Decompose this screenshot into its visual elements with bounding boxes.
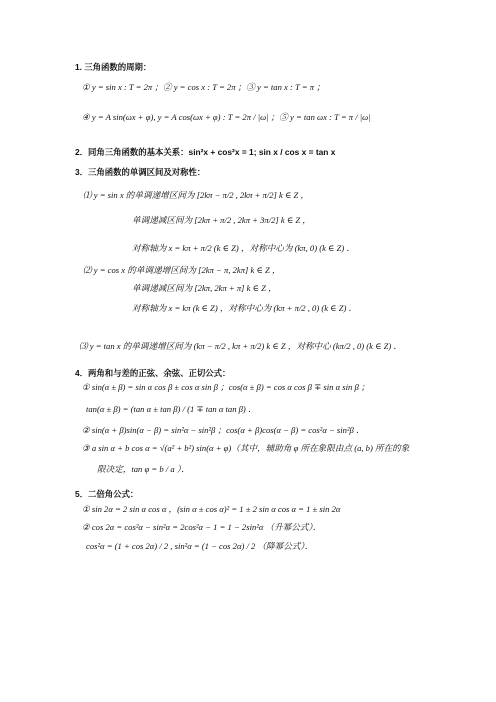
section-3-heading: 3．三角函数的单调区间及对称性： (75, 167, 206, 177)
section-2-heading: 2．同角三角函数的基本关系：sin²x + cos²x = 1; sin x / cos x = tan x (75, 147, 336, 157)
periods-row-1: ① y = sin x : T = 2π ；② y = cos x : T = 2π ；③ y = tan x : T = π ； (82, 82, 325, 92)
auxiliary-angle: ③ a sin α + b cos α = √(a² + b²) sin(α + φ)（其中，辅助角 φ 所在象限由点 (a, b) 所在的象 (82, 443, 410, 453)
product-identities: ② sin(α + β)sin(α − β) = sin²α − sin²β ；cos(α + β)cos(α − β) = cos²α − sin²β ． (82, 425, 365, 435)
auxiliary-angle-cont: 限决定，tan φ = b / a ）． (97, 464, 190, 474)
cos-decreasing: 单调递减区间为 [2kπ, 2kπ + π] k ∈ Z ， (132, 283, 277, 293)
double-angle-sin: ① sin 2α = 2 sin α cos α ，(sin α ± cos α)² = 1 ± 2 sin α cos α = 1 ± sin 2α (82, 504, 341, 514)
section-4-heading: 4．两角和与差的正弦、余弦、正切公式： (75, 368, 231, 378)
cos-increasing: ⑵ y = cos x 的单调递增区间为 [2kπ − π, 2kπ] k ∈ Z ， (83, 265, 281, 275)
sum-diff-tan: tan(α ± β) = (tan α ± tan β) / (1 ∓ tan α tan β) ． (86, 404, 257, 414)
sin-increasing: ⑴ y = sin x 的单调递增区间为 [2kπ − π/2 , 2kπ + π/2] k ∈ Z ， (83, 190, 309, 200)
section-1-heading: 1. 三角函数的周期： (75, 62, 152, 72)
sin-symmetry: 对称轴为 x = kπ + π/2 (k ∈ Z) ，对称中心为 (kπ, 0) (k ∈ Z) ． (132, 243, 355, 253)
sum-diff-sin-cos: ① sin(α ± β) = sin α cos β ± cos α sin β ；cos(α ± β) = cos α cos β ∓ sin α sin β ； (82, 382, 370, 392)
tan-increasing: ⑶ y = tan x 的单调递增区间为 (kπ − π/2 , kπ + π/2) k ∈ Z ，对称中心 (kπ/2 , 0) (k ∈ Z) ． (79, 341, 403, 351)
cos-symmetry: 对称轴为 x = kπ (k ∈ Z) ，对称中心为 (kπ + π/2 , 0) (k ∈ Z) ． (132, 303, 358, 313)
power-reduction: cos²α = (1 + cos 2α) / 2 , sin²α = (1 − cos 2α) / 2 （降幂公式）． (86, 541, 314, 551)
periods-row-2: ④ y = A sin(ωx + φ), y = A cos(ωx + φ) : T = 2π / |ω| ；⑤ y = tan ωx : T = π / |ω| (82, 112, 371, 122)
sin-decreasing: 单调递减区间为 [2kπ + π/2 , 2kπ + 3π/2] k ∈ Z ， (132, 215, 311, 225)
section-5-heading: 5．二倍角公式： (75, 489, 139, 499)
double-angle-cos: ② cos 2α = cos²α − sin²α = 2cos²α − 1 = 1 − 2sin²α （升幂公式）． (82, 522, 322, 532)
